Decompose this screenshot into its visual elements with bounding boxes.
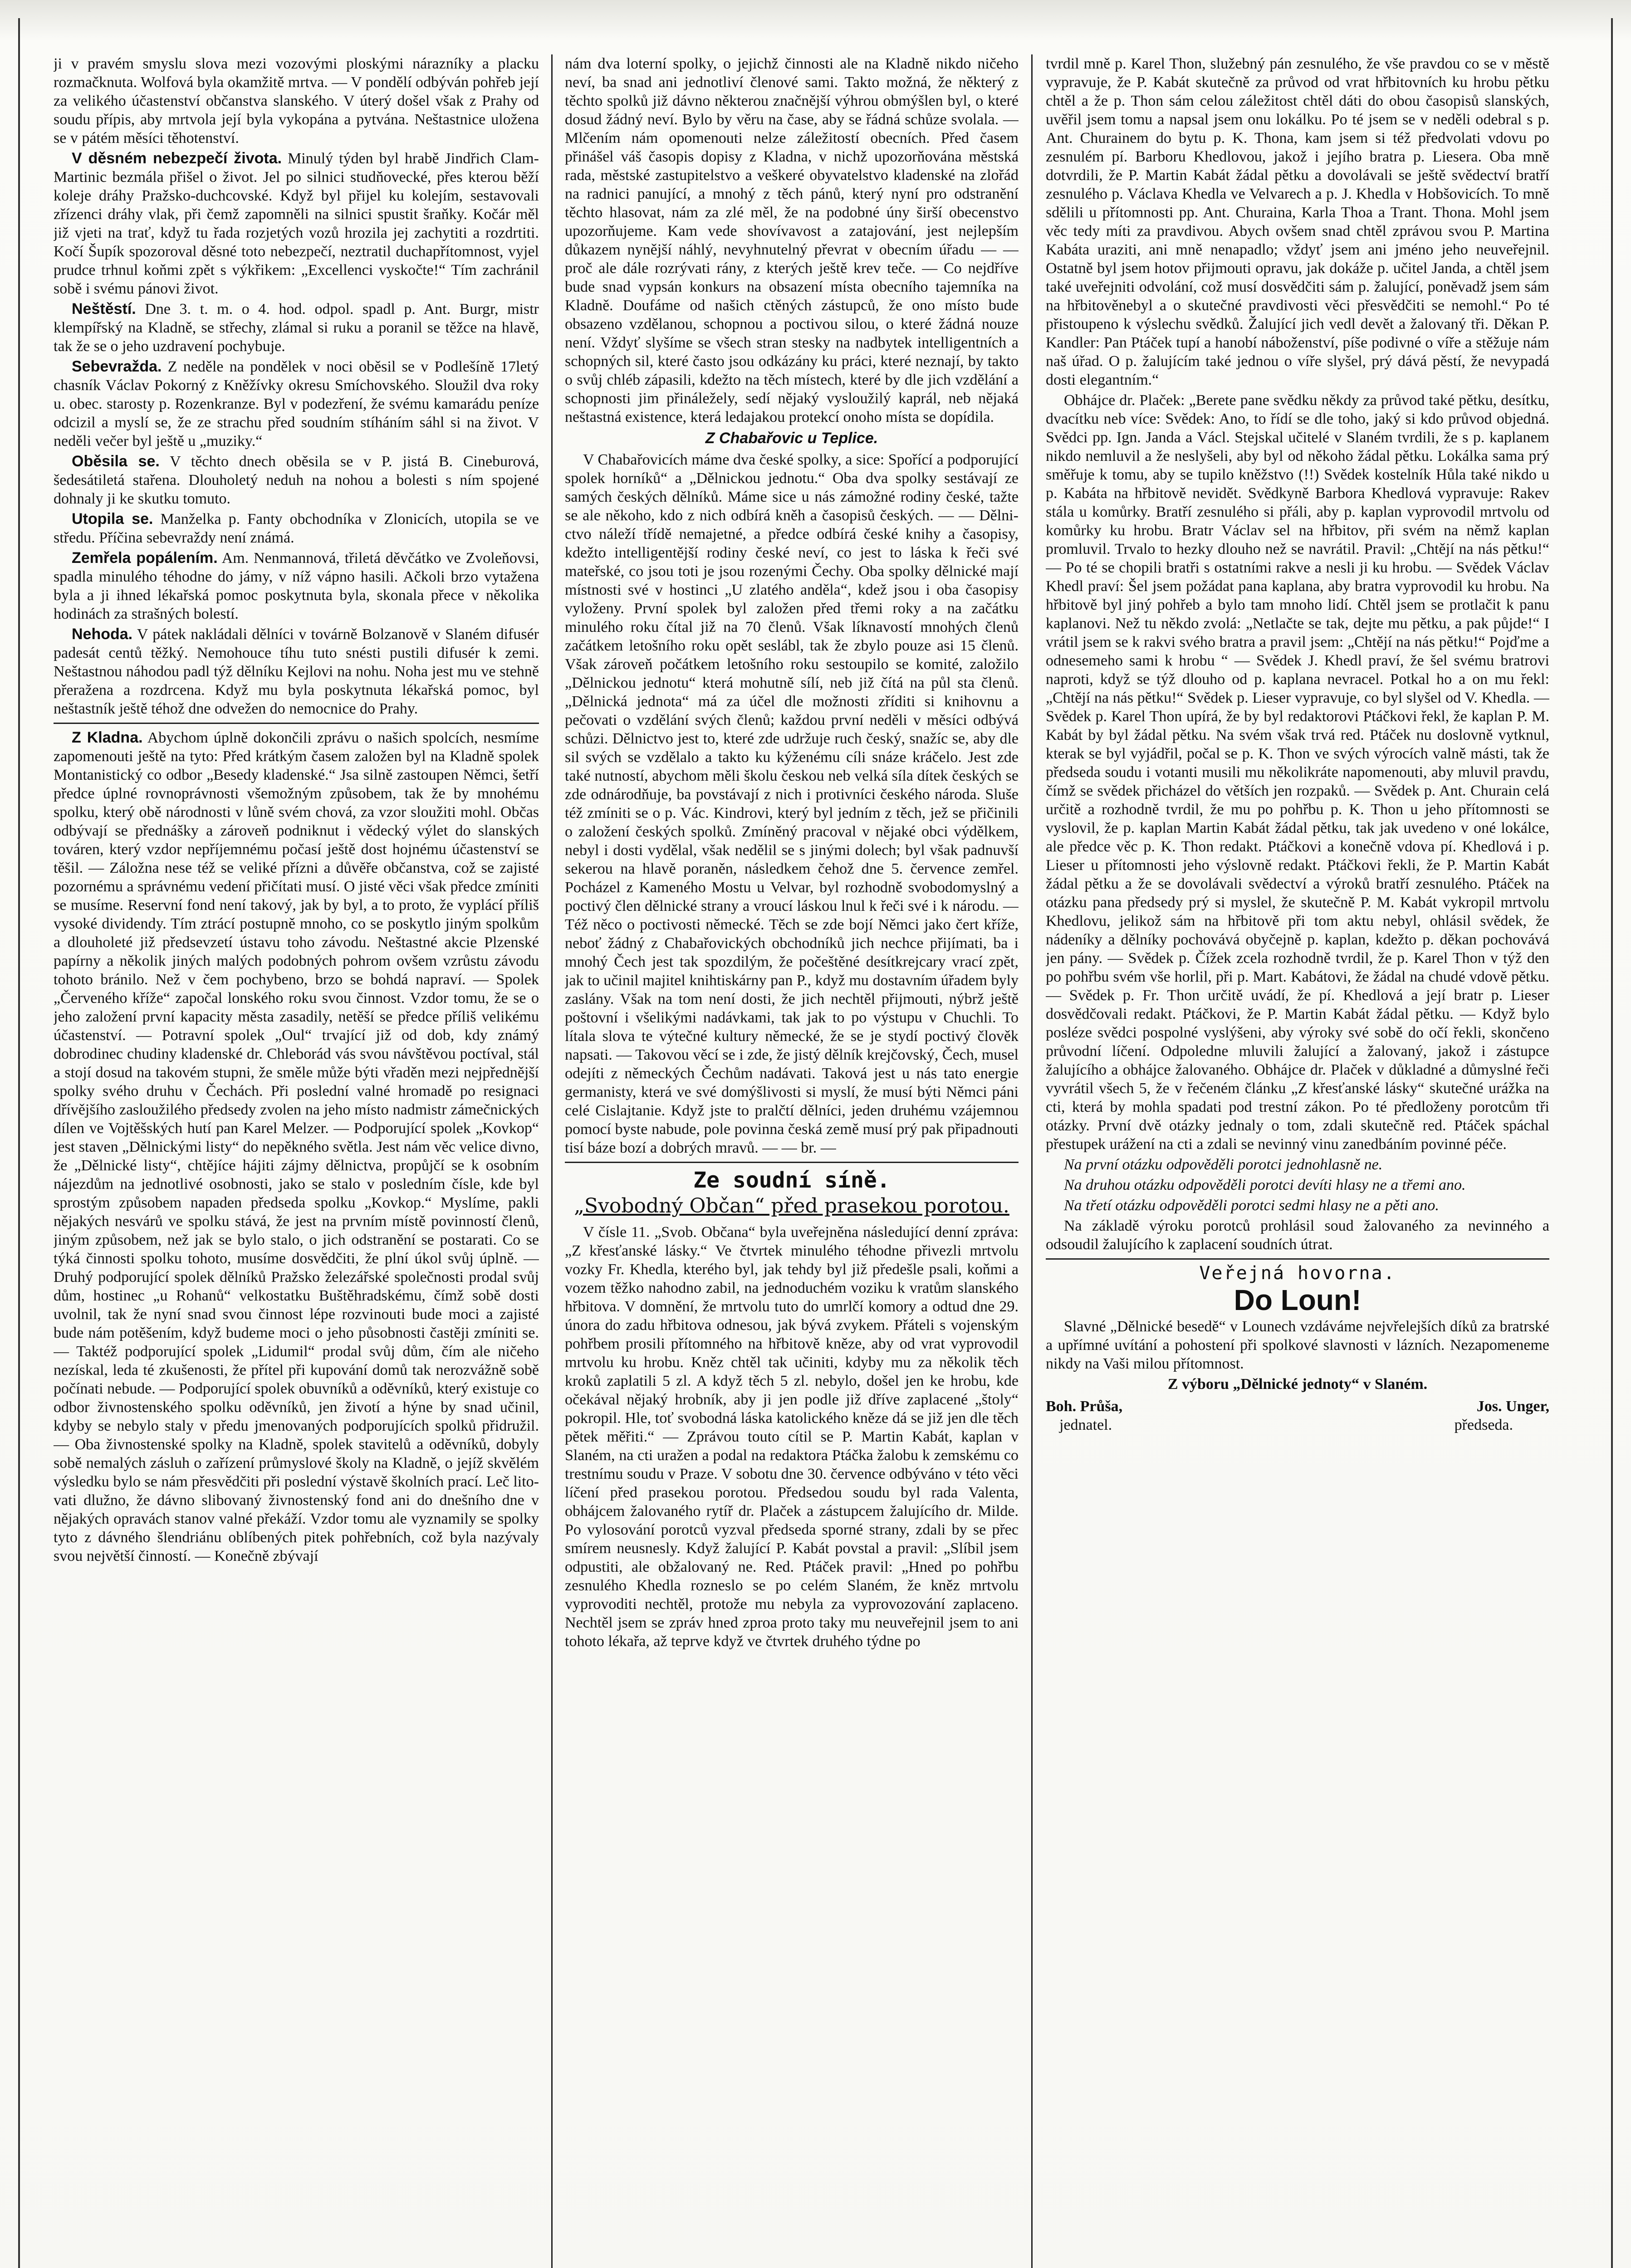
article-hanged — [54, 452, 539, 508]
section-divider — [565, 1162, 1019, 1163]
section-divider — [54, 723, 539, 724]
article-kladno-heading: Z Kladna. — [72, 729, 143, 746]
article-drowned — [54, 510, 539, 547]
article-chabarovice-heading: Z Chabařovic u Teplice. — [705, 430, 878, 447]
article-suicide-text: Z neděle na pondělek v noci oběsil se v Podlešíně 17letý chasník Václav Pokorný z Kněžívky okresu Smíchovského. Sloužil dva roky u. obec. starosty p. Rozenkranze. Byl v podezření, že svému kamarádu peníze odcizil a myslí se, že ze strachu před soudním stíháním sáhl si na život. V neděli večer byl ještě u „muziky.“ — [54, 358, 539, 450]
article-danger-text: Minulý týden byl hrabě Jindřich Clam-Martinic bezmála přišel o život. Jel po silnici studňovecké, přes kterou běží koleje dráhy Pražsko-duchcovské. Když byl přijel ku kolejím, sestavovali zřízenci dráhy vlak, při čemž zapomněli na silnici spustit šraňky. Kočár měl již vjeti na trať, když tu řada rozjetých vozů hrozila jej zachytiti a rozdrtiti. Kočí Šupík spozoroval děsné toto nebezpečí, neztratil duchapřítomnost, vyjel prudce trhnul koňmi zpět s výkřikem: „Excellenci vyskočte!“ Tím zachránil sobě i svému pánovi život. — [54, 150, 539, 297]
article-burn-text: Am. Nenmannová, třiletá děvčátko ve Zvoleňovsi, spadla minulého téhodne do jámy, v níž vápno hasili. Ačkoli brzo vytažena byla a ji ihned lékařská pomoc poskytnuta byla, skonala přece v několika hodinách za strašných bolestí. — [54, 550, 539, 622]
page-edge-right — [1611, 18, 1613, 2268]
article-suicide — [54, 357, 539, 450]
article-burn — [54, 549, 539, 623]
public-forum-text: Slavné „Dělnické besedě“ v Lounech vzdáváme nejvřelejších díků za bratrské a upřímné uvítání a pohostení při spolkové slavnosti v lázních. Nezapomeneme nikdy na Vaši milou přítomnost. — [1046, 1318, 1549, 1372]
signature-roles — [1046, 1416, 1549, 1434]
public-forum-from: Z výboru „Dělnické jednoty“ v Slaném. — [1167, 1376, 1428, 1393]
article-hanged-text: V těchto dnech oběsila se v P. jistá B. Cineburová, šedesátiletá stařena. Dlouholetý neduh na nohou a bolesti s ním spojené dohnaly ji ke skutku tomuto. — [54, 453, 539, 507]
public-forum-title: Do Loun! — [1234, 1284, 1362, 1316]
article-danger-heading: V děsném nebezpečí života. — [72, 150, 282, 167]
role-right: předseda. — [1454, 1417, 1513, 1433]
court-report-text: V čísle 11. „Svob. Občana“ byla uveřejněna následující denní zpráva: „Z křesťanské lásky.“ Ve čtvrtek minulého téhodne přivezli mrtvolu vozky Fr. Khedla, kterého byl, jak tehdy byl již předešle psali, koňmi a vozem těžko nahodno zabil, na jednoduchém voziku k vratům slanského hřbitova. V domnění, že mrtvolu tuto do umrlčí komory a odtud dne 29. února do zadu hřbitova odnesou, jak bývá zvykem. Přáteli s vojenským pohřbem prosili přítomného na hřbitově kněze, aby od vrat vyprovodil mrtvolu ku hrobu. Kněz chtěl tak učiniti, kdyby mu za několik těch kroků zaplatili 5 zl. A když těch 5 zl. nebylo, došel jen ke hrobu, kde očekával nějaký hrobník, aby ji jen podle již dříve zaplacené „štoly“ pokropil. Hle, toť svobodná láska katolického kněze dá se již jen dle těch pětek měřiti.“ — Zprávou touto cítil se P. Martin Kabát, kaplan v Slaném, na cti uražen a podal na redaktora Ptáčka žalobu k zemskému co trestnímu soudu v Praze. V sobotu dne 30. července odbýváno v této věci líčení před prasekou porotou. Předsedou soudu byl rada Valenta, obhájcem žalovaného rytíř dr. Plaček a zástupcem žalujícího dr. Milde. Po vylosování porotců vyzval předseda sporné strany, zdali by se přec smírem neusnesly. Když žalující P. Kabát povstal a pravil: „Slíbil jsem odpustiti, ale obžalovaný ne. Red. Ptáček pravil: „Hned po pohřbu zesnulého Khedla rozneslo se po celém Slaném, že kněz mrtvolu vyprovoditi nechtěl, protože mu nebyla za vyprovozování zaplaceno. Nechtěl jsem se zpráv hned zproa proto taky mu neuveřejnil jsem to ani tohoto lékařa, až teprve když ve čtvrtek druhého týdne po — [565, 1224, 1019, 1650]
article-hanged-heading: Oběsila se. — [72, 453, 160, 470]
article-accident-text: Dne 3. t. m. o 4. hod. odpol. spadl p. Ant. Burgr, mistr klempířský na Kladně, se střechy, zlámal si ruku a poranil se těžce na hlavě, tak že se o jeho uzdravení pochybuje. — [54, 301, 539, 355]
article-casualty-text: V pátek nakládali dělníci v továrně Bolzanově v Slaném difusér padesát centů těžký. Nemohouce tíhu tuto snésti pustili difusér k zemi. Neštastnou náhodou padl týž dělníku Kejlovi na nohu. Noha jest mu ve stehně přeražena a rozdrcena. Když mu byla poskytnuta lékařská pomoc, byl neštastník ještě téhož dne odvežen do nemocnice do Prahy. — [54, 626, 539, 717]
page-edge-left — [18, 18, 20, 2268]
verdict-text: Na základě výroku porotců prohlásil soud žalovaného za nevinného a odsoudil žalujícího k zaplacení soudních útrat. — [1046, 1217, 1549, 1253]
article-accident — [54, 300, 539, 356]
court-report-continued: tvrdil mně p. Karel Thon, služebný pán zesnulého, že vše pravdou co se v městě vypravuje, že P. Kabát skutečně za průvod od vrat hřbitovních ku hrobu pětku chtěl a že p. Thon sám celou záležitost chtěl dáti do obou časopisů slanských, uvěřil jsem tomu a napsal jsem onu lokálku. Po té jsem se v neděli odebral s p. Ant. Churainem do bytu p. K. Thona, kam jsem si též předvolati vdovu po zesnulém pí. Barboru Khedlovou, jakož i jejího bratra p. Liesera. Oba mně dotvrdili, že P. Martin Kabát žádal pětku a dovolávali se ještě svědectví bratří zesnulého p. Václava Khedla ve Velvarech a p. J. Khedla v Hobšovicích. To mně sdělili u přítomnosti pp. Ant. Churaina, Karla Thoa a Trant. Thona. Mohl jsem věc tedy míti za pravdivou. Abych ovšem snad chtěl zprávou svou P. Martina Kabáta uraziti, ani mně nenapadlo; vždyť jsem ani jméno jeho neuveřejnil. Ostatně byl jsem hotov přijmouti opravu, jak dokáže p. učitel Janda, a chtěl jsem také uveřejniti odvolání, což musí dosvědčiti sám p. žalující, poněvadž jsem sám na hřbitověnebyl a o skutečné pravdivosti věci přesvědčiti se nemohl.“ Po té přistoupeno k výslechu svědků. Žalující jich vedl devět a žalovaný tři. Děkan P. Kandler: Pan Ptáček tupí a hanobí náboženství, píše podivné o víře a stěžuje nám naš úřad. O p. žalujícím také jednou o víře slyšel, prý dává pěstí, že nevypadá dosti elegantním.“ — [1046, 55, 1549, 388]
article-burn-heading: Zemřela popálením. — [72, 549, 218, 567]
court-section-title: Ze soudní síně. — [693, 1168, 890, 1193]
article-kladno — [54, 728, 539, 1565]
article-danger — [54, 149, 539, 298]
column-rule-1 — [551, 54, 553, 2268]
verdict-question-3: Na třetí otázku odpověděli porotci sedmi hlasy ne a pěti ano. — [1064, 1197, 1439, 1214]
signature-left: Boh. Průša, — [1046, 1398, 1123, 1415]
article-kladno-continued: nám dva loterní spolky, o jejichž činnosti ale na Kladně nikdo ničeho neví, ba snad ani jednotliví členové sami. Takto možná, že některý z těchto spolků již dávno některou značnější výhrou obmýšlen byl, o které dosud žádný neví. Bylo by věru na čase, aby se řádná schůze svolala. — Mlčením nám opomenouti nelze záležitostí obecních. Před časem přinášel váš časopis dopisy z Kladna, v nichž upozorňována městská rada, městské zastupitelstvo a veškeré obyvatelstvo kladenské na zlořád na radnici panující, a mnohý z těch pánů, který nyní pro odstranění těchto hlasovat, nám za zlé měl, že na podobné úny širší obecenstvo upozorňujeme. Kam vede shovívavost a zatajování, jest nejlepším důkazem nynější náhlý, nevyhnutelný převrat v obecním úřadu — — proč ale dále rozrývati rány, z kterých ještě krev teče. — Co nejdříve bude snad vypsán konkurs na obsazení místa obecního tajemníka na Kladně. Doufáme od našich ctěných zástupců, že ono místo bude obsazeno vzdělanou, schopnou a poctivou silou, o které žádná nouze není. Vždyť slyšíme se všech stran stesky na nadbytek intelligentních a schopných sil, které často jsou odkázány ku práci, které neznají, by takto o svůj chléb zápasili, kdežto na těch místech, které by dle jich vzdělání a schopnosti jim přináležely, sedí nějaký vysloužilý kaprál, neb nějaká neštastná existence, která ledajakou protekcí onoho místa se dopídila. — [565, 55, 1019, 425]
role-left: jednatel. — [1059, 1417, 1112, 1433]
verdict-question-2: Na druhou otázku odpověděli porotci devíti hlasy ne a třemi ano. — [1064, 1177, 1466, 1193]
column-3 — [1046, 54, 1549, 2268]
verdict-question-1: Na první otázku odpověděli porotci jednohlasně ne. — [1064, 1156, 1383, 1173]
section-divider — [1046, 1258, 1549, 1260]
scan-shade — [0, 0, 1631, 41]
article-suicide-heading: Sebevražda. — [72, 358, 162, 375]
article-intro: ji v pravém smyslu slova mezi vozovými ploskými nárazníky a placku rozmačknuta. Wolfová byla okamžitě mrtva. — V pondělí odbýván pohřeb její za velikého účastenství občanstva slanského. V úterý došel však z Prahy od soudu přípis, aby mrtvola její byla vykopána a pytvána. Neštastnice uložena se v pátém měsíci těhotenství. — [54, 55, 539, 147]
column-1 — [54, 54, 539, 2268]
article-drowned-heading: Utopila se. — [72, 510, 153, 528]
public-forum-heading: Veřejná hovorna. — [1199, 1263, 1396, 1284]
article-chabarovice-text: V Chabařovicích máme dva české spolky, a sice: Spořící a podporující spolek horníků“ a „Dělnickou jednotu.“ Oba dva spolky sestávají ze samých českých dělníků. Máme sice u nás zámožné rodiny české, tažte se ale někoho, kdo z nich odbírá kněh a časopisů českých. — — Dělnictvo náleží třídě nemajetné, a předce odbírá české knihy a časopisy, kdežto intelligentější rodiny české neví, co jest to láska k řeči své mateřské, co jsou toti je jsou rozenými Čechy. Oba spolky dělnické mají místnosti své v hostinci „U zlatého anděla“, kdež jsou i oba časopisy vyloženy. První spolek byl založen před třemi roky a na začátku minulého roku čítal již na 70 členů. Však líknavostí mnohých členů začátkem letošního roku opět seslábl, tak že zbylo pouze asi 15 členů. Však zároveň počátkem letošního roku sestoupilo se komité, založilo „Dělnickou jednotu“ která mohutně sílí, neb již čítá na půl sta členů. „Dělnická jednota“ má za účel dle možnosti zříditi si knihovnu a pečovati o vzdělání svých členů; každou první neděli v měsíci odbývá schůzi. Dělnictvo jest to, které zde udržuje ruch český, snažíc se, aby dle sil svých se vzdělalo a takto ku kýženému cíli snáze kráčelo. Jest zde také nutností, abychom měli školu českou neb velká síla dítek českých se zde odnárodňuje, ba povstávají z nich i protivníci českého národa. Sluše též zmíniti se o p. Vác. Kindrovi, který byl jedním z těch, jež se přičinili o založení českých spolků. Zmíněný pracoval v nějaké obci výdělkem, nebyl i dosti vydělal, však nedělil se s jinými dolech; byl však padnuvší sekerou na hlavě poraněn, následkem čehož dne 5. července zemřel. Pocházel z Kameného Mostu u Velvar, byl rozhodně svobodomyslný a poctivý člen dělnické strany a vroucí láskou lnul k řeči své i k národu. — Též něco o poctivosti německé. Těch se zde bojí Němci jako čert kříže, neboť žádný z Chabařovických obchodníků jich nechce přijímati, ba i mnohý Čech jest tak spozdilým, že počeštěné desítkrejcary vrací zpět, jak to učinil majitel knihtiskárny pan P., když mu dostavním úřadem byly zaslány. Však na tom není dosti, že jich nechtěl přijmouti, nýbrž ještě poštovní i všelikými nadávkami, tak jak to po výstupu v Chuchli. To lítala slova te výtečné kultury německé, že se je stydí poctivý člověk napsati. — Takovou věcí se i zde, že jistý dělník krejčovský, Čech, musel odejíti z německých Čechům nadávati. Taková jest u nás tato energie germanisty, která ve své domýšlivosti si myslí, že musí býti Němci páni celé Cislajtanie. Když jste to pralčtí dělníci, jeden druhému vzájemnou pomocí byste nabude, pole povinna česká země musí prý pak připadnouti tisí báze bozí a dobrých mravů. — — br. — — [565, 451, 1019, 1156]
article-drowned-text: Manželka p. Fanty obchodníka v Zlonicích, utopila se ve středu. Příčina sebevraždy není známá. — [54, 511, 539, 546]
court-testimony: Obhájce dr. Plaček: „Berete pane svědku někdy za průvod také pětku, desítku, dvacítku neb více: Svědek: Ano, to řídí se dle toho, jaký si kdo průvod objedná. Svědci pp. Ign. Janda a Václ. Stejskal učitelé v Slaném tvrdili, že s p. kaplanem nikdo nemluvil a že neslyšeli, aby byl od někoho žádal pětku. Lokálka sama prý směřuje k tomu, aby se tupilo kněžstvo (!!) Svědek kostelník Hůla také nikdo u p. Kabáta na hřbitově nevidět. Svědkyně Barbora Khedlová vypravuje: Rakev stála u komůrky. Bratří zesnulého si přáli, aby p. kaplan vyprovodil mrtvolu od komůrky ku hrobu. Bratr Václav sel na hřbitov, při svém na němž kaplan promluvil. Trvalo to hezky dlouho než se navrátil. Pravil: „Chtějí na nás pětku!“ — Po té se chopili bratři s ostatními rakve a nesli ji ku hrobu. — Svědek Václav Khedl praví: Šel jsem požádat pana kaplana, aby bratra vyprovodil ku hrobu. Na hřbitově byl jiný pohřeb a bylo tam mnoho lidí. Chtěl jsem se protlačit k panu kaplanovi. Než tu někdo zvolá: „Netlačte se tak, dejte mu pětku, a pak půjde!“ I vrátil jsem se k rakvi svého bratra a pravil jsem: „Chtějí na nás pětku!“ Pojďme a odnesemeho sami k hrobu “ — Svědek J. Khedl praví, že šel svému bratrovi naproti, když se týž dlouho od p. kaplana nevracel. Potkal ho a on mu řekl: „Chtějí na nás pětku!“ Svědek p. Lieser vypravuje, co byl slyšel od V. Khedla. — Svědek p. Karel Thon upírá, že by byl redaktorovi Ptáčkovi řekl, že kaplan P. M. Kabát by byl žádal pětku. Na svém však trvá red. Ptáček nu doslovně vytknul, kterak se byl vyjádřil, počal se p. K. Thon ve svých výrocích valně másti, tak že předseda soudu i votanti musili mu několikráte napomenouti, aby mluvil pravdu, čímž se svědek přicházel do větších jen rozpaků. — Svědek p. Ant. Churain celá určitě a rozhodně tvrdil, že mu po pohřbu p. K. Thon u jeho přítomnosti se vyslovil, že p. kaplan Martin Kabát žádal pětku, tak jak uvedeno v oné lokálce, ale předce věc p. K. Thon redakt. Ptáčkovi a konečně vdova pí. Khedlová i p. Lieser u přítomnosti jeho výslovně redakt. Ptáčkovi řekli, že P. Martin Kabát žádal pětku a že se dovolávali svědectví a výroků bratří zesnulého. Ptáček na otázku pana předsedy prý si myslel, že skutečně P. M. Kabát vykropil mrtvolu Khedlovu, jelikož sám na hřbitově při tom aktu nebyl, ohlásil svědek, že nádeníky a dělníky pochovává obyčejně p. kaplan, kdežto p. děkan pochovává jen pány. — Svědek p. Čížek zcela rozhodně tvrdil, že p. Karel Thon v týž den po pohřbu svém vše horlil, při p. Mart. Kabátovi, že žádal na chudé vdově pětku. — Svědek p. Fr. Thon určitě uvádí, že pí. Khedlová a její bratr p. Lieser dosvědčovali redakt. Ptáčkovi, že P. Martin Kabát žádal pětku. — Když bylo posléze svědci pospolné vyslýšeni, aby výroky své sobě do očí řekli, skončeno průvodní líčení. Odpoledne mluvili žalující a žalovaný, jakož i zástupce žalujícího a obhájce žalovaného. Obhájce dr. Plaček v důkladné a důmyslné řeči vyvrátil všech 5, že v řečeném článku „Z křesťanské lásky“ skutečné urážka na cti, která by mohla spadati pod trestní zákon. Po té předloženy porotcům tři otázky. První dvě otázky jednaly o tom, zdali skutečně red. Ptáček spáchal přestupek urážení na cti a zdali se nevinný vinu zanedbáním povinné péče. — [1046, 392, 1549, 1153]
court-section-subtitle: „Svobodný Občan“ před prasekou porotou. — [574, 1194, 1009, 1217]
article-casualty-heading: Nehoda. — [72, 626, 133, 643]
article-kladno-text: Abychom úplně dokončili zprávu o našich spolcích, nesmíme zapomenouti ještě na tyto: Před krátkým časem založen byl na Kladně spolek Montanistický co odbor „Besedy kladenské.“ Jsa silně zastoupen Němci, šetří předce úplné rovnoprávnosti všemožným způsobem, tak že by mnohému spolku, který obě národnosti v lůně svém chová, za vzor sloužiti mohl. Občas odbývají se přednášky a zároveň podniknut i vědecký výlet do slanských továren, který vzdor nepříjemnému počasí ještě dost hojnému účastenství se těšil. — Záložna nese též se veliké přízni a důvěře občanstva, což se zajisté pozornému a správnému vedení přičítati musí. O jisté věci však předce zmíniti se musíme. Reservní fond není takový, jak by byl, a to proto, že vyplácí příliš vysoké dividendy. Tím ztrácí postupně mnoho, co se poskytlo jiným spolkům a dlouholeté již předsevzetí ústavu toho závodu. Neštastné akcie Plzenské papírny a několik jiných malých podobných pohrom ovšem vzrůstu závodu tohoto bránilo. Než v čem pochybeno, brzo se bohdá napraví. — Spolek „Červeného kříže“ započal lonského roku svou činnost. Vzdor tomu, že se o jeho založení první kapacity města zasadily, netěší se předce příliš velikému účastenství. — Potravní spolek „Oul“ trvající již od dob, kdy známý dobrodinec chudiny kladenské dr. Chleborád vás svou návštěvou poctíval, stál a stojí dosud na takovém stupni, že směle může býti vřaděn mezi nejpřednější spolky svého druhu v Čechách. Při poslední valné hromadě po resignaci dřívějšího zasloužilého předsedy zvolen na jeho místo nadmistr zámečnických dílen ve Vojtěšských hutí pan Karel Melzer. — Podporující spolek „Kovkop“ jest staven „Dělnickými listy“ do nepěkného světla. Jest nám věc velice divno, že „Dělnické listy“, chtějíce hájiti zájmy dělnictva, propůjčí se k osobním nájezdům na jednotlivé osobnosti, jako se stalo v posledním čísle, kde byl sprostým způsobem napaden předseda spolku „Kovkop.“ Myslíme, pakli nějakých nesvárů ve spolku stává, že jest na prvním místě povinností členů, jiným způsobem, než jak se bylo stalo, o jich odstranění se postarati. Co se týká činnosti spolku tohoto, musíme dosvědčiti, že plní úkol svůj úplně. — Druhý podporující spolek dělníků Pražsko železářské společnosti prodal svůj dům, hostinec „u Rohanů“ velkostatku Buštěhradskému, čímž sobě dosti uvolnil, tak že nyní snad svou činnost lépe rozvinouti bude moci a zajisté bude nám potěšením, když budeme moci o jeho působnosti častěji zmíniti se. — Taktéž podporující spolek „Lidumil“ prodal svůj dům, čím ale ničeho nezískal, leda té zkušenosti, že přítel při kupování domů tak nerozvážně sobě počínati nebude. — Podporující spolek obuvníků a oděvníků, který existuje co odbor živnostenského spolku oděvníků, jen životí a hýne by snad učinil, kdyby se nebylo staly v předu jmenovaných podporujících spolků přidružil. — Oba živnostenské spolky na Kladně, spolek stavitelů a oděvníků, dobyly sobě nemalých zásluh o zařízení průmyslové školy na Kladně, o jejíž skvělém výsledku bylo se nám přesvědčiti při poslední výstavě školních prací. Leč litovati dlužno, že dávno slibovaný živnostenský fond ani do dnešního dne v nějakých opravách stanov valné překáží. Vzdor tomu ale vyznamily se spolky tyto z dávného šlendriánu oblíbených pitek pohřebních, což byla nazývaly svou největší činností. — Konečně zbývají — [54, 729, 539, 1564]
signature-right: Jos. Unger, — [1476, 1398, 1549, 1415]
column-2 — [565, 54, 1019, 2268]
article-casualty — [54, 625, 539, 718]
column-rule-2 — [1031, 54, 1033, 2268]
signature-row — [1046, 1397, 1549, 1416]
article-accident-heading: Neštěstí. — [72, 300, 136, 318]
